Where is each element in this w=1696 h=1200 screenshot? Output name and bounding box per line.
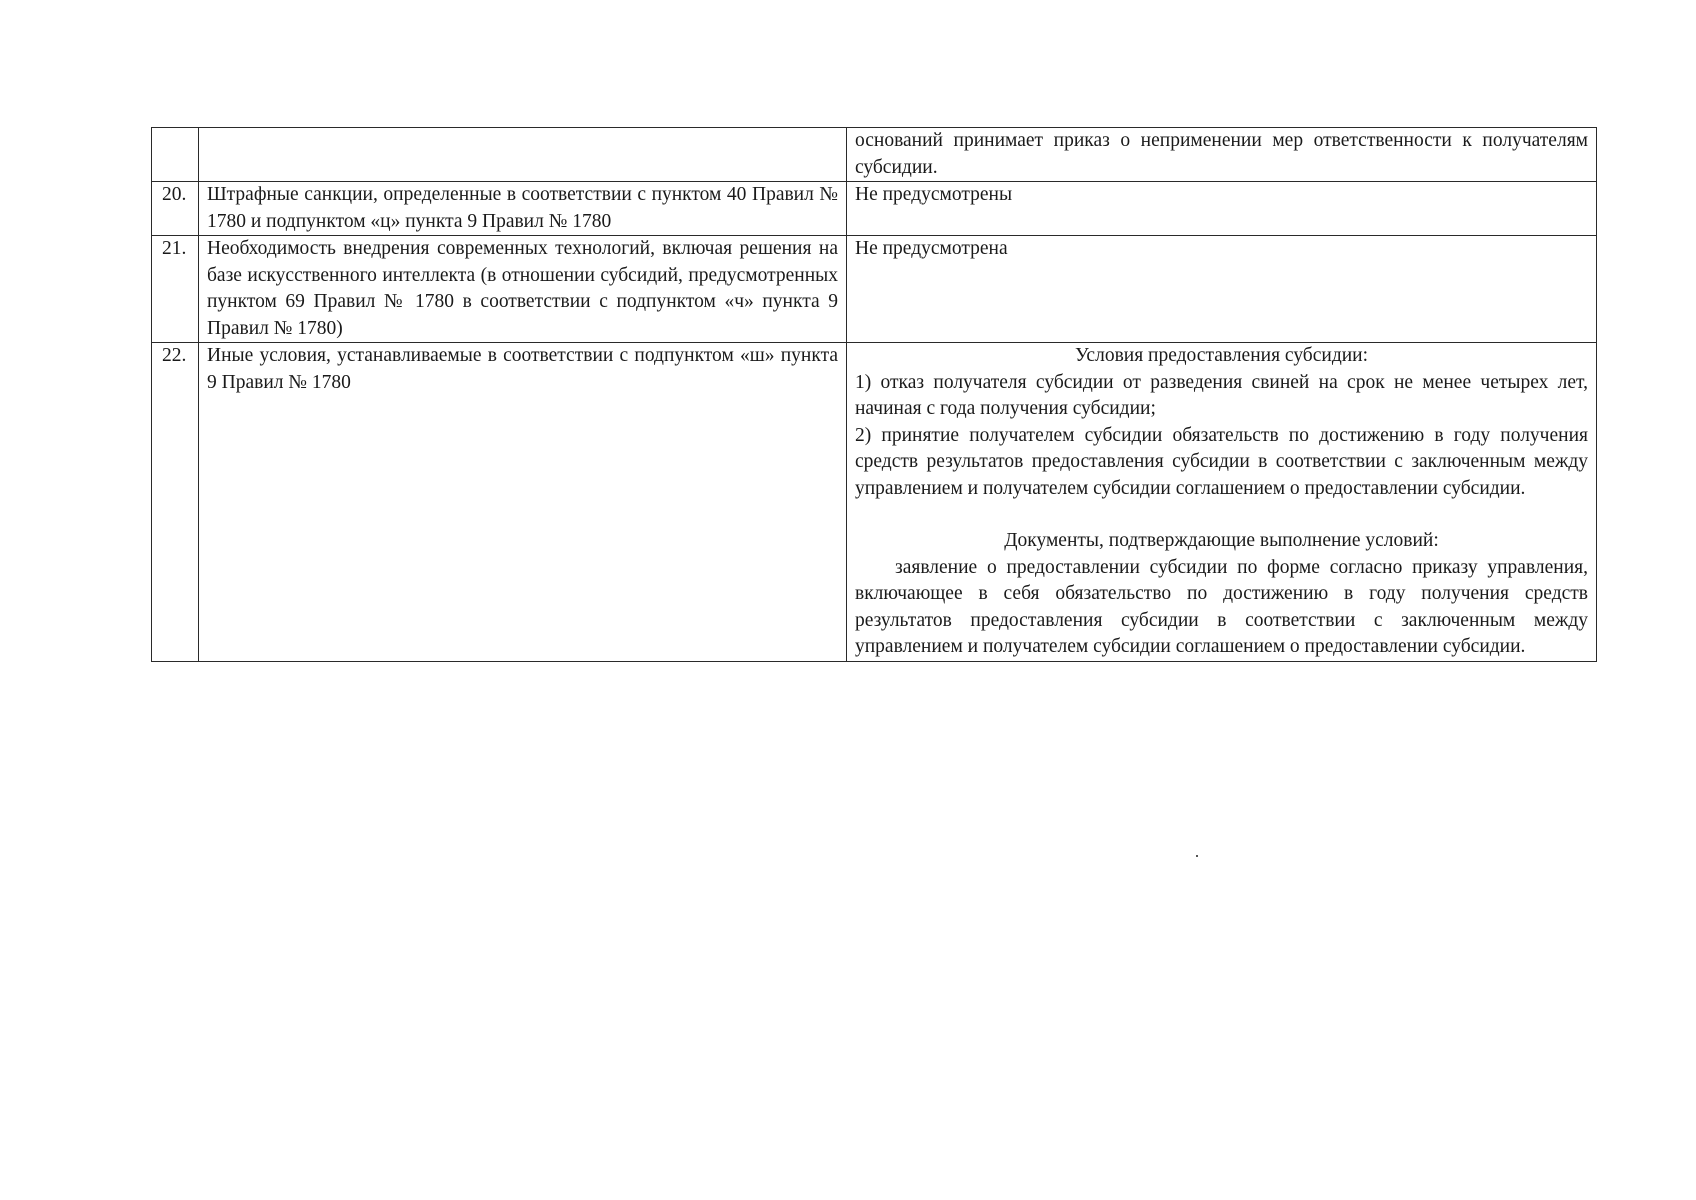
row-parameter: Штрафные санкции, определенные в соответствии с пунктом 40 Правил № 1780 и подпунктом «ц» пункта 9 Правил № 1780 — [199, 182, 847, 236]
conditions-table — [151, 127, 1597, 662]
table-row-22 — [152, 343, 1597, 662]
conditions-heading: Условия предоставления субсидии: — [1074, 345, 1369, 366]
row-parameter: Иные условия, устанавливаемые в соответствии с подпунктом «ш» пункта 9 Правил № 1780 — [199, 343, 847, 662]
table-row-20 — [152, 182, 1597, 236]
documents-heading: Документы, подтверждающие выполнение условий: — [1004, 530, 1439, 551]
row-value: Не предусмотрены — [847, 182, 1597, 236]
row-value — [847, 343, 1597, 662]
condition-item-1: 1) отказ получателя субсидии от разведения свиней на срок не менее четырех лет, начиная с года получения субсидии; — [855, 371, 1588, 419]
row-number: 22. — [152, 343, 199, 662]
condition-item-2: 2) принятие получателем субсидии обязательств по достижению в году получения средств результатов предоставления субсидии в соответствии с заключенным между управлением и получателем субсидии соглашением о предоставлении субсидии. — [855, 424, 1588, 499]
row-number: 20. — [152, 182, 199, 236]
row-number: 21. — [152, 236, 199, 343]
documents-text: заявление о предоставлении субсидии по форме согласно приказу управления, включающее в себя обязательство по достижению в году получения средств результатов предоставления субсидии в соответствии с заключенным между управлением и получателем субсидии соглашением о предоставлении субсидии. — [855, 556, 1588, 657]
row-value: Не предусмотрена — [847, 236, 1597, 343]
scan-speck — [1196, 855, 1198, 857]
row-value: оснований принимает приказ о неприменении мер ответственности к получателям субсидии. — [847, 128, 1597, 182]
table-row-continuation — [152, 128, 1597, 182]
table-row-21 — [152, 236, 1597, 343]
row-parameter — [199, 128, 847, 182]
row-number — [152, 128, 199, 182]
row-parameter: Необходимость внедрения современных технологий, включая решения на базе искусственного интеллекта (в отношении субсидий, предусмотренных пунктом 69 Правил № 1780 в соответствии с подпунктом «ч» пункта 9 Правил № 1780) — [199, 236, 847, 343]
paragraph-gap — [855, 502, 1588, 528]
